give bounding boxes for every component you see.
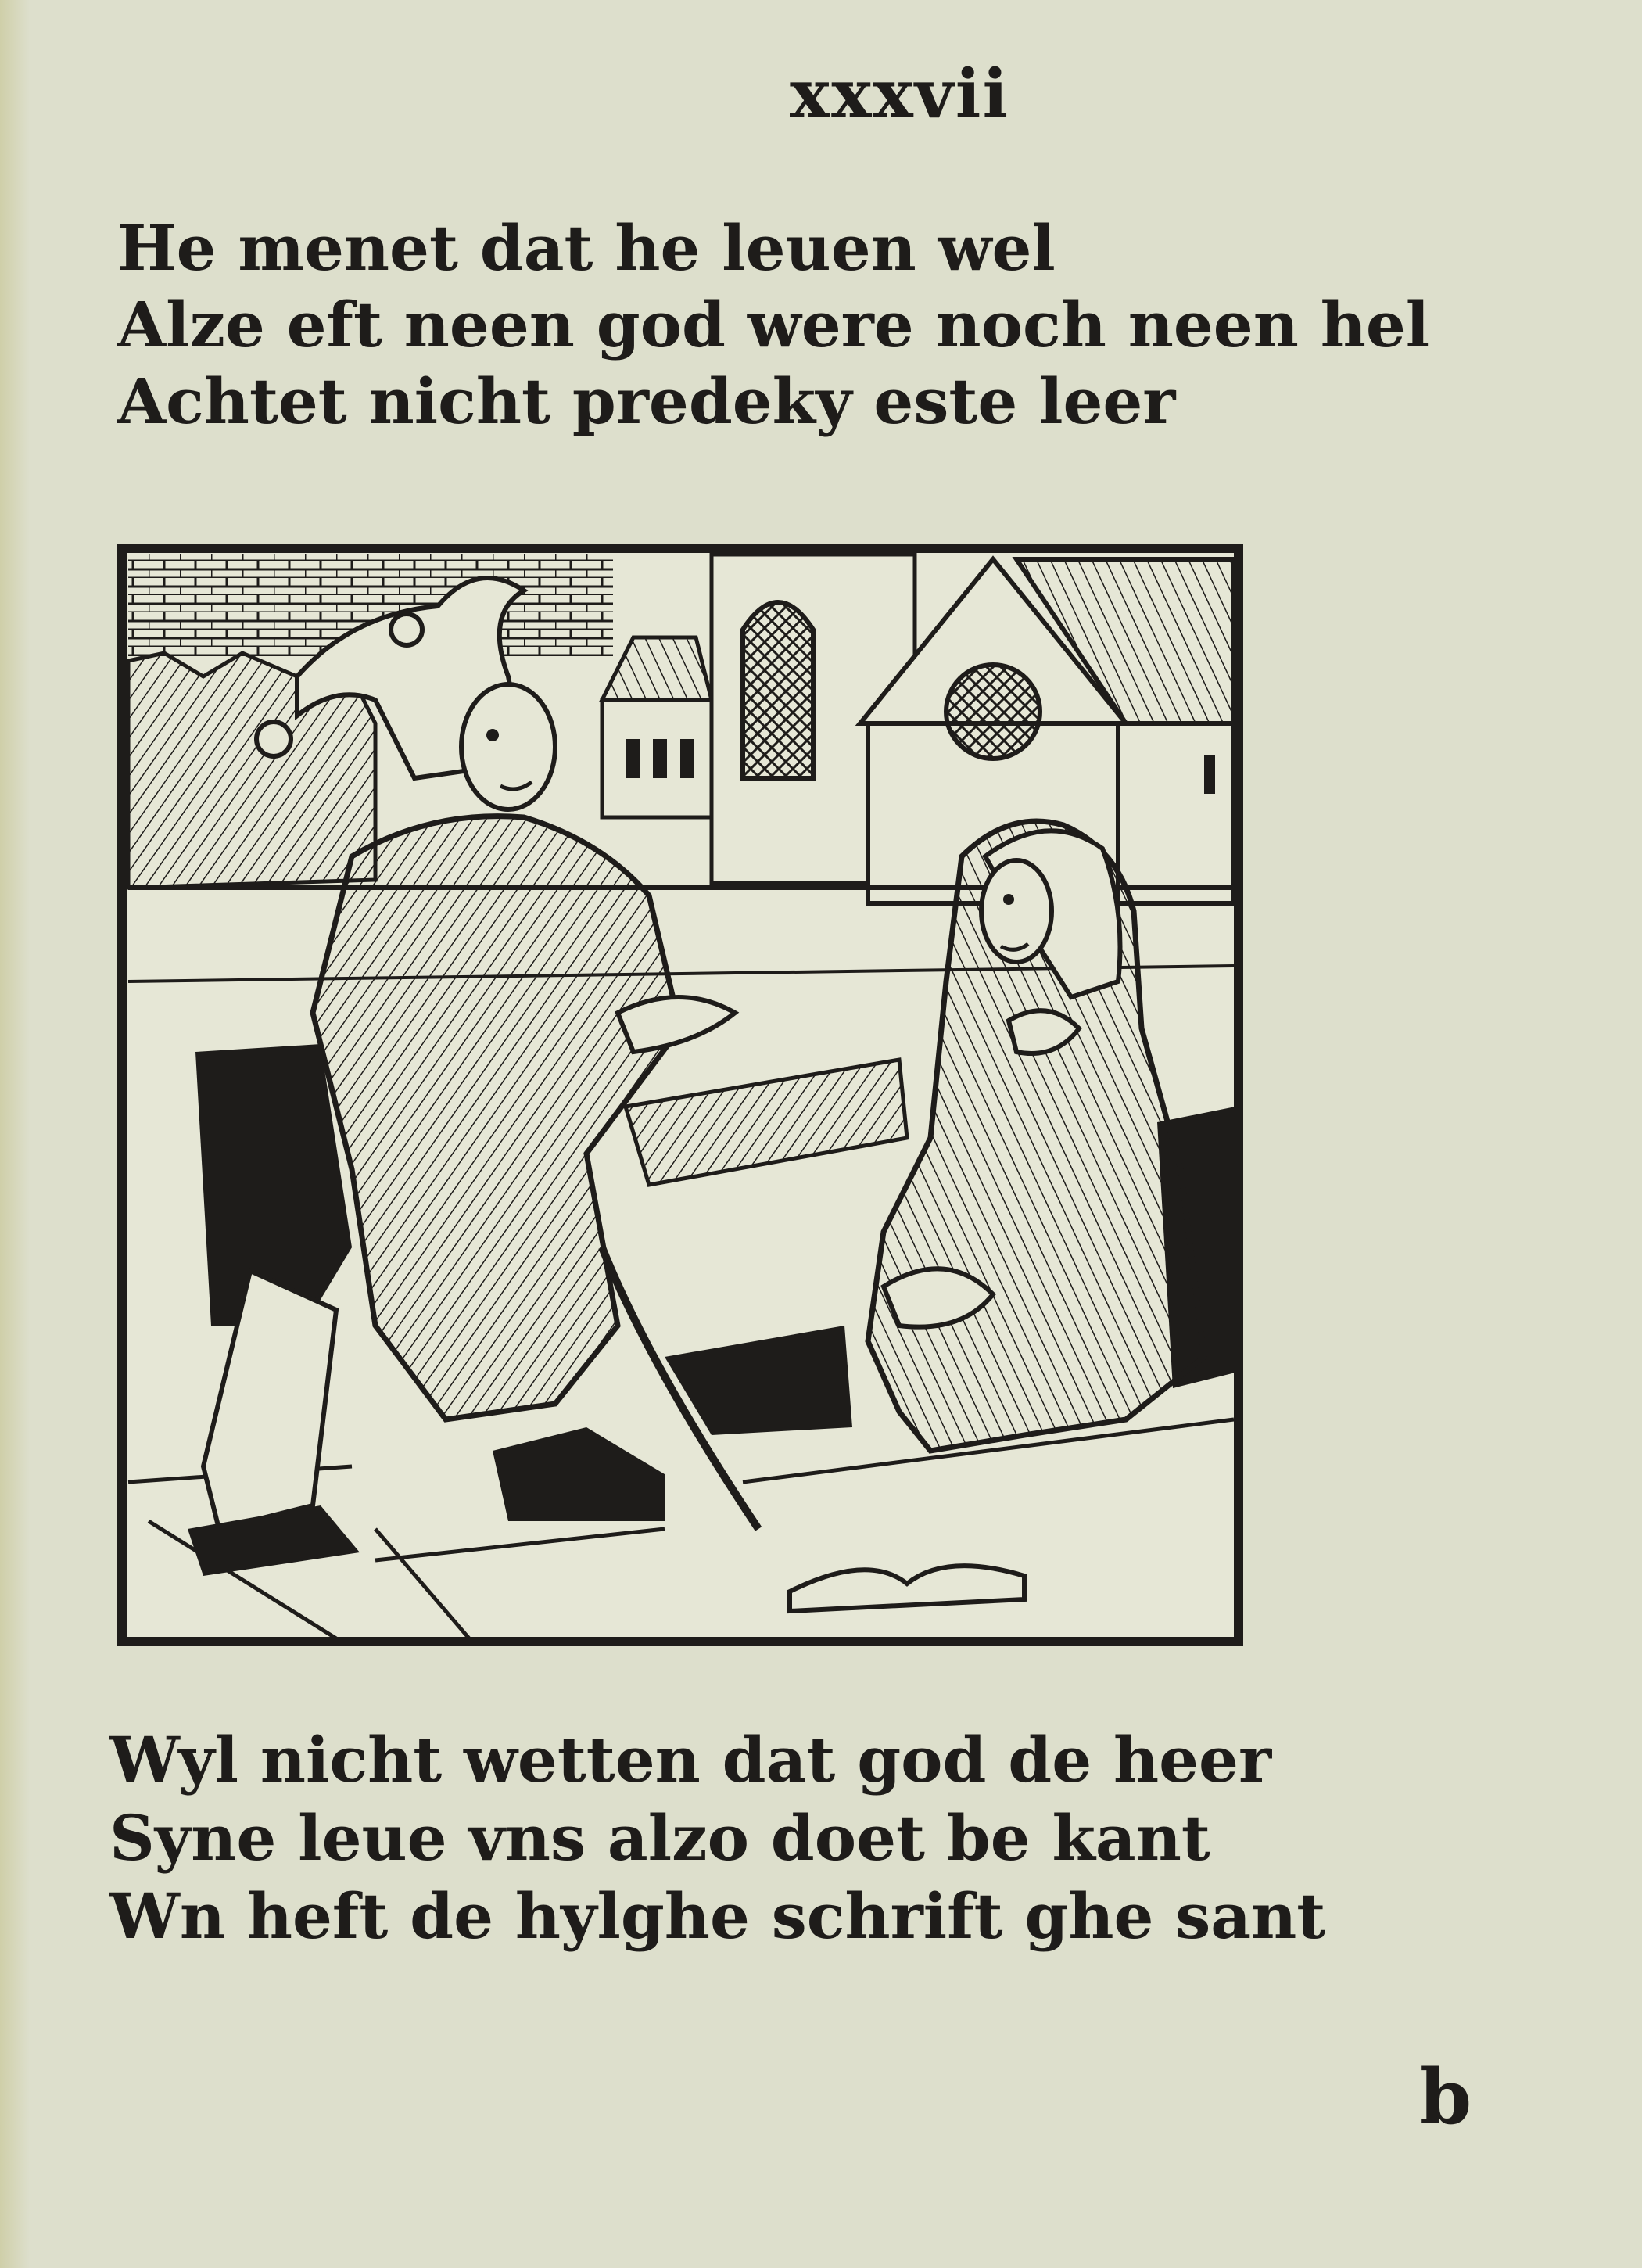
verse-top: [117, 210, 1429, 440]
verse-line: Alze eft neen god were noch neen hel: [117, 288, 1430, 361]
verse-line: Syne leue vns alzo doet be kant: [109, 1801, 1210, 1875]
signature-mark: b: [1419, 2053, 1472, 2141]
verse-bottom: [109, 1721, 1325, 1955]
woodcut-illustration: [117, 544, 1243, 1646]
page-gutter-shadow: [0, 0, 30, 2268]
verse-line: He menet dat he leuen wel: [117, 211, 1056, 285]
folio-number: xxxvii: [790, 55, 1010, 134]
verse-line: Wn heft de hylghe schrift ghe sant: [109, 1879, 1326, 1953]
verse-line: Achtet nicht predeky este leer: [117, 364, 1176, 438]
verse-line: Wyl nicht wetten dat god de heer: [109, 1723, 1272, 1796]
